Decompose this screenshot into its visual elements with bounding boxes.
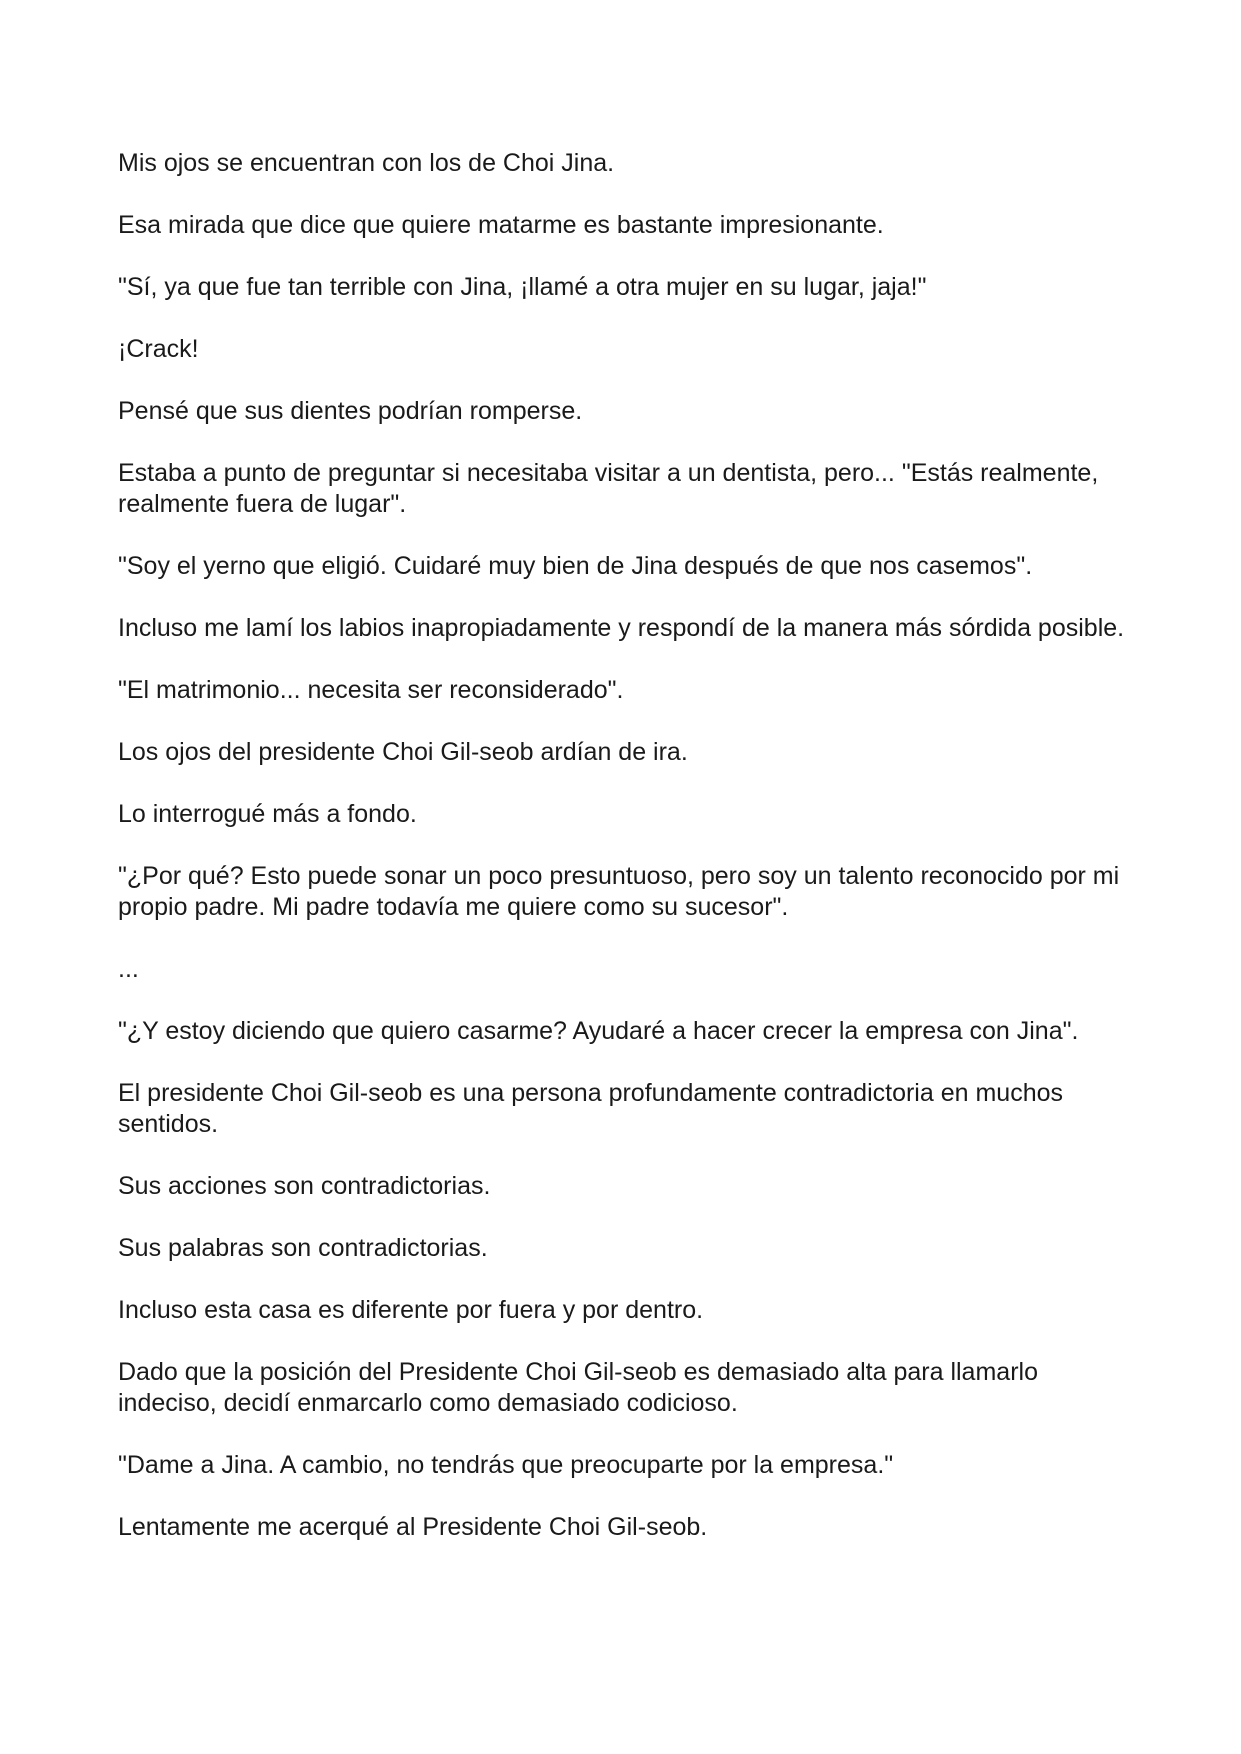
paragraph: Dado que la posición del Presidente Choi Gil-seob es demasiado alta para llamarlo indeciso, decidí enmarcarlo como demasiado codicioso. xyxy=(118,1358,1038,1417)
paragraph: ... xyxy=(118,955,139,983)
paragraph: Sus acciones son contradictorias. xyxy=(118,1172,491,1200)
paragraph: Sus palabras son contradictorias. xyxy=(118,1234,488,1262)
paragraph: "Soy el yerno que eligió. Cuidaré muy bien de Jina después de que nos casemos". xyxy=(118,552,1033,580)
paragraph: Los ojos del presidente Choi Gil-seob ardían de ira. xyxy=(118,738,688,766)
paragraph: Incluso esta casa es diferente por fuera y por dentro. xyxy=(118,1296,704,1324)
paragraph: ¡Crack! xyxy=(118,335,199,363)
paragraph: Mis ojos se encuentran con los de Choi Jina. xyxy=(118,149,615,177)
paragraph: El presidente Choi Gil-seob es una persona profundamente contradictoria en muchos sentidos. xyxy=(118,1079,1063,1138)
paragraph: "Sí, ya que fue tan terrible con Jina, ¡llamé a otra mujer en su lugar, jaja!" xyxy=(118,273,927,301)
paragraph: Lo interrogué más a fondo. xyxy=(118,800,417,828)
document-body xyxy=(118,148,1138,1574)
paragraph: "¿Y estoy diciendo que quiero casarme? Ayudaré a hacer crecer la empresa con Jina". xyxy=(118,1017,1079,1045)
paragraph: Pensé que sus dientes podrían romperse. xyxy=(118,397,583,425)
paragraph: Lentamente me acerqué al Presidente Choi Gil-seob. xyxy=(118,1513,708,1541)
paragraph: "El matrimonio... necesita ser reconsiderado". xyxy=(118,676,624,704)
paragraph: "Dame a Jina. A cambio, no tendrás que preocuparte por la empresa." xyxy=(118,1451,894,1479)
paragraph: Incluso me lamí los labios inapropiadamente y respondí de la manera más sórdida posible. xyxy=(118,614,1125,642)
paragraph: "¿Por qué? Esto puede sonar un poco presuntuoso, pero soy un talento reconocido por mi propio padre. Mi padre todavía me quiere como su sucesor". xyxy=(118,862,1120,921)
paragraph: Esa mirada que dice que quiere matarme es bastante impresionante. xyxy=(118,211,884,239)
paragraph: Estaba a punto de preguntar si necesitaba visitar a un dentista, pero... "Estás realmente, realmente fuera de lugar". xyxy=(118,459,1099,518)
